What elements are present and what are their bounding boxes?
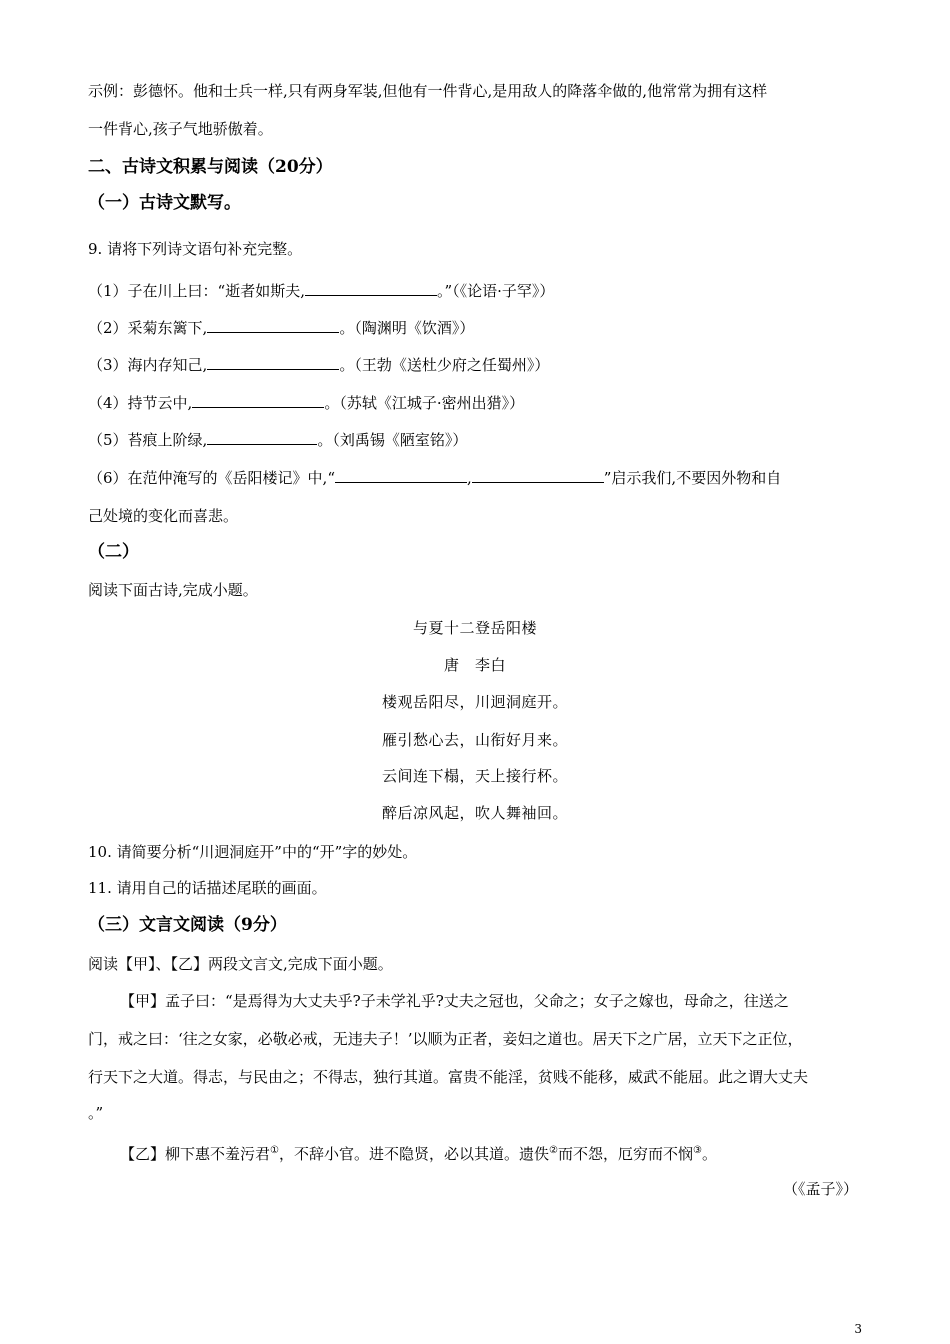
source-citation: （《孟子》） xyxy=(782,1180,858,1198)
poem-title: 与夏十二登岳阳楼 xyxy=(412,619,537,637)
answer-blank[interactable] xyxy=(207,430,317,445)
fill-item-1: （1）子在川上曰：“逝者如斯夫, 。”（《论语·子罕》） xyxy=(88,282,555,300)
answer-blank[interactable] xyxy=(192,393,324,408)
poem-line-2: 雁引愁心去，山衔好月来。 xyxy=(381,731,568,749)
answer-blank[interactable] xyxy=(305,281,437,296)
part-2-title: （二） xyxy=(88,542,139,562)
poem-line-3: 云间连下榻，天上接行杯。 xyxy=(381,767,568,785)
part-3-intro: 阅读【甲】、【乙】两段文言文,完成下面小题。 xyxy=(88,955,393,973)
section-2-title: 二、古诗文积累与阅读（20分） xyxy=(88,157,333,177)
footnote-2: ② xyxy=(549,1145,558,1156)
passage-yi: 【乙】柳下惠不羞污君①，不辞小官。进不隐贤，必以其道。遗佚②而不怨，厄穷而不悯③。 xyxy=(120,1145,717,1163)
question-11: 11. 请用自己的话描述尾联的画面。 xyxy=(88,879,327,897)
poem-line-1: 楼观岳阳尽，川迥洞庭开。 xyxy=(381,693,568,711)
page-number: 3 xyxy=(854,1322,862,1336)
fill-item-2: （2）采菊东篱下, 。（陶渊明《饮酒》） xyxy=(88,319,475,337)
part-3-title: （三）文言文阅读（9分） xyxy=(88,915,287,935)
fill-item-3: （3）海内存知己, 。（王勃《送杜少府之任蜀州》） xyxy=(88,356,550,374)
example-line-2: 一件背心,孩子气地骄傲着。 xyxy=(88,120,273,138)
part-2-intro: 阅读下面古诗,完成小题。 xyxy=(88,581,258,599)
poem-author: 唐 李白 xyxy=(443,656,506,674)
answer-blank[interactable] xyxy=(207,318,339,333)
fill-item-6: （6）在范仲淹写的《岳阳楼记》中,“ , ”启示我们,不要因外物和自 xyxy=(88,469,782,487)
part-1-title: （一）古诗文默写。 xyxy=(88,193,241,213)
answer-blank[interactable] xyxy=(335,468,467,483)
footnote-1: ① xyxy=(270,1145,279,1156)
question-9: 9. 请将下列诗文语句补充完整。 xyxy=(88,240,303,258)
passage-jia-line-1: 【甲】孟子曰：“是焉得为大丈夫乎?子未学礼乎?丈夫之冠也，父命之；女子之嫁也，母命之，往送之 xyxy=(120,992,789,1010)
poem-line-4: 醉后凉风起，吹人舞袖回。 xyxy=(381,804,568,822)
footnote-3: ③ xyxy=(692,1145,702,1156)
passage-jia-line-3: 行天下之大道。得志，与民由之；不得志，独行其道。富贵不能淫，贫贱不能移，威武不能屈。此之谓大丈夫 xyxy=(88,1068,809,1086)
fill-item-6-continued: 己处境的变化而喜悲。 xyxy=(88,507,239,525)
fill-item-5: （5）苔痕上阶绿, 。（刘禹锡《陋室铭》） xyxy=(88,431,468,449)
fill-item-4: （4）持节云中, 。（苏轼《江城子·密州出猎》） xyxy=(88,394,525,412)
question-10: 10. 请简要分析“川迥洞庭开”中的“开”字的妙处。 xyxy=(88,843,418,861)
passage-jia-line-4: 。” xyxy=(88,1104,104,1122)
example-line-1: 示例：彭德怀。他和士兵一样,只有两身军装,但他有一件背心,是用敌人的降落伞做的,他常常为拥有这样 xyxy=(88,82,768,100)
answer-blank[interactable] xyxy=(207,355,339,370)
passage-jia-line-2: 门，戒之曰：‘往之女家，必敬必戒，无违夫子！’以顺为正者，妾妇之道也。居天下之广居，立天下之正位， xyxy=(88,1030,803,1048)
answer-blank[interactable] xyxy=(472,468,604,483)
